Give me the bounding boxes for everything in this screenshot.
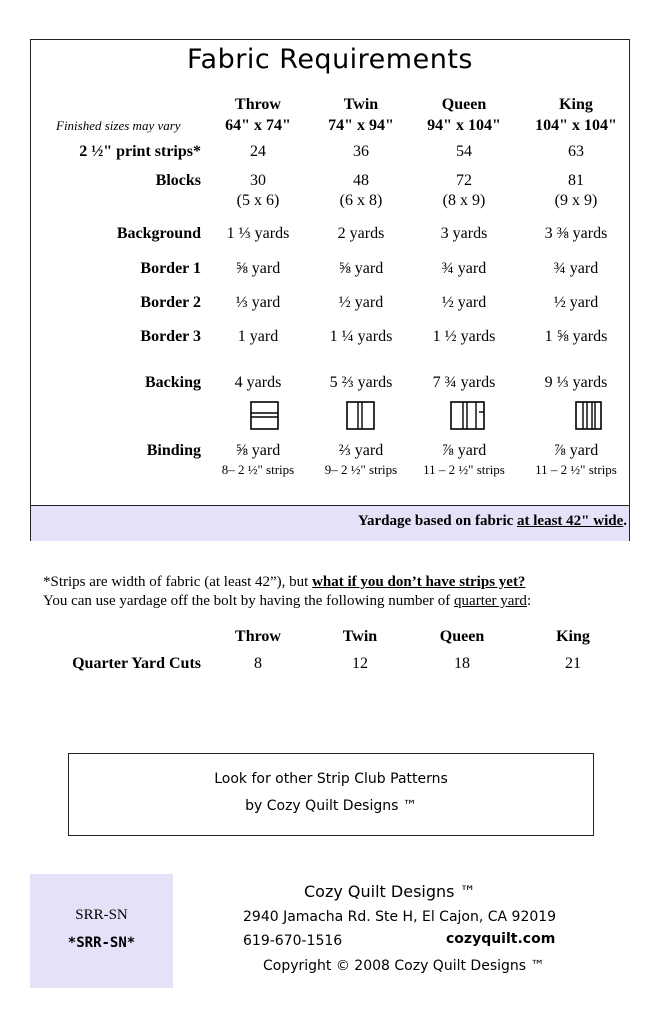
backing-seam-diagram-icon	[250, 401, 280, 431]
border-1-value: ⅝ yard	[235, 260, 281, 277]
company-address: 2940 Jamacha Rd. Ste H, El Cajon, CA 92019	[243, 909, 557, 925]
print-strips-value: 36	[353, 143, 369, 160]
border-2-value: ½ yard	[338, 294, 384, 311]
border-3-value: 1 ⅝ yards	[544, 328, 608, 345]
sku-box	[30, 874, 173, 988]
border-1-value: ⅝ yard	[338, 260, 384, 277]
quarter-header-queen: Queen	[439, 628, 485, 645]
row-label-background: Background	[116, 225, 201, 242]
quarter-yard-cuts-value: 8	[254, 655, 262, 672]
backing-seam-diagram-icon	[575, 401, 603, 431]
quarter-yard-cuts-value: 12	[352, 655, 368, 672]
quarter-yard-cuts-label: Quarter Yard Cuts	[72, 655, 201, 672]
backing-value: 5 ⅔ yards	[329, 374, 393, 391]
size-name-twin: Twin	[343, 96, 379, 113]
border-3-value: 1 ½ yards	[432, 328, 496, 345]
row-label-binding: Binding	[146, 442, 201, 459]
size-dims-throw: 64" x 74"	[225, 117, 291, 134]
border-2-value: ½ yard	[553, 294, 599, 311]
row-label-border-2: Border 2	[140, 294, 201, 311]
backing-seam-diagram-icon	[450, 401, 486, 431]
size-name-king: King	[559, 96, 593, 113]
copyright: Copyright © 2008 Cozy Quilt Designs ™	[263, 958, 545, 974]
binding-strips: 11 – 2 ½" strips	[423, 462, 505, 477]
quarter-yard-cuts-value: 21	[565, 655, 581, 672]
background-value: 2 yards	[337, 225, 385, 242]
binding-value: ⅝ yard	[235, 442, 281, 459]
blocks-layout: (6 x 8)	[339, 192, 383, 209]
border-2-value: ½ yard	[441, 294, 487, 311]
quarter-header-king: King	[556, 628, 590, 645]
border-1-value: ¾ yard	[441, 260, 487, 277]
row-label-border-3: Border 3	[140, 328, 201, 345]
border-1-value: ¾ yard	[553, 260, 599, 277]
print-strips-value: 24	[250, 143, 266, 160]
quarter-header-twin: Twin	[342, 628, 378, 645]
page-title: Fabric Requirements	[187, 44, 473, 75]
size-dims-twin: 74" x 94"	[328, 117, 394, 134]
blocks-value: 48	[353, 172, 369, 189]
backing-seam-diagram-icon	[346, 401, 376, 431]
binding-value: ⅔ yard	[338, 442, 384, 459]
blocks-value: 30	[250, 172, 266, 189]
print-strips-value: 54	[456, 143, 472, 160]
backing-value: 7 ¾ yards	[432, 374, 496, 391]
blocks-layout: (9 x 9)	[554, 192, 598, 209]
promo-line-1: Look for other Strip Club Patterns	[214, 771, 448, 787]
size-name-queen: Queen	[441, 96, 487, 113]
size-name-throw: Throw	[235, 96, 281, 113]
yardage-note: Yardage based on fabric at least 42" wide.	[357, 513, 627, 529]
strips-note-line-2: You can use yardage off the bolt by having the following number of quarter yard:	[43, 593, 532, 609]
sku-code: SRR-SN	[75, 907, 128, 923]
blocks-value: 72	[456, 172, 472, 189]
print-strips-value: 63	[568, 143, 584, 160]
promo-box	[68, 753, 594, 836]
finished-sizes-note: Finished sizes may vary	[56, 118, 181, 133]
background-value: 1 ⅓ yards	[226, 225, 290, 242]
promo-line-2: by Cozy Quilt Designs ™	[245, 798, 417, 814]
size-dims-king: 104" x 104"	[535, 117, 617, 134]
company-phone: 619-670-1516	[243, 933, 343, 949]
binding-strips: 9– 2 ½" strips	[324, 462, 398, 477]
row-label-border-1: Border 1	[140, 260, 201, 277]
border-3-value: 1 ¼ yards	[329, 328, 393, 345]
backing-value: 4 yards	[234, 374, 282, 391]
company-website-link[interactable]: cozyquilt.com	[446, 931, 556, 947]
blocks-layout: (8 x 9)	[442, 192, 486, 209]
quarter-yard-cuts-value: 18	[454, 655, 470, 672]
quarter-header-throw: Throw	[235, 628, 281, 645]
strips-note-line-1: *Strips are width of fabric (at least 42”), but what if you don’t have strips yet?	[43, 574, 526, 590]
row-label-print-strips: 2 ½" print strips*	[79, 143, 201, 160]
binding-strips: 11 – 2 ½" strips	[535, 462, 617, 477]
border-3-value: 1 yard	[237, 328, 279, 345]
blocks-value: 81	[568, 172, 584, 189]
row-label-backing: Backing	[144, 374, 201, 391]
size-dims-queen: 94" x 104"	[427, 117, 501, 134]
binding-value: ⅞ yard	[441, 442, 487, 459]
company-name: Cozy Quilt Designs ™	[304, 882, 476, 901]
sku-barcode-text: *SRR-SN*	[67, 935, 136, 951]
binding-value: ⅞ yard	[553, 442, 599, 459]
background-value: 3 ⅜ yards	[544, 225, 608, 242]
blocks-layout: (5 x 6)	[236, 192, 280, 209]
background-value: 3 yards	[440, 225, 488, 242]
row-label-blocks: Blocks	[155, 172, 201, 189]
binding-strips: 8– 2 ½" strips	[221, 462, 295, 477]
backing-value: 9 ⅓ yards	[544, 374, 608, 391]
border-2-value: ⅓ yard	[235, 294, 281, 311]
